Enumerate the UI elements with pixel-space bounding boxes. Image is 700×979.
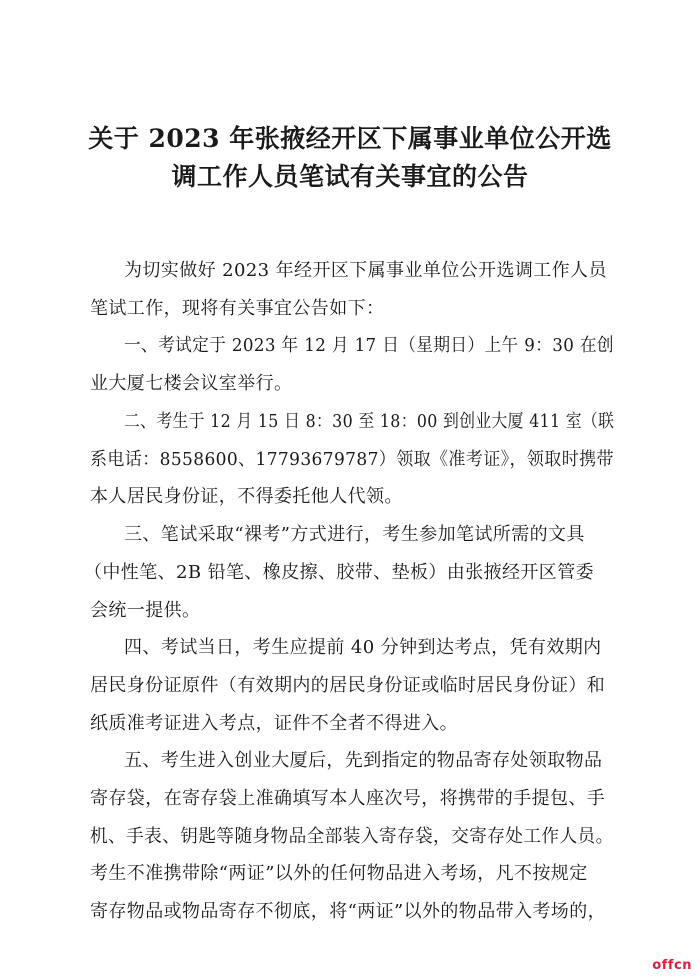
body-line: 寄存物品或物品寄存不彻底，将“两证”以外的物品带入考场的， bbox=[90, 901, 607, 922]
body-line: 为切实做好 2023 年经开区下属事业单位公开选调工作人员 bbox=[124, 260, 607, 281]
body-line: 机、手表、钥匙等随身物品全部装入寄存袋，交寄存处工作人员。 bbox=[90, 826, 614, 847]
body-line: 二、考生于 12 月 15 日 8：30 至 18：00 到创业大厦 411 室（联 bbox=[124, 411, 615, 432]
body-line: 居民身份证原件（有效期内的居民身份证或临时居民身份证）和 bbox=[90, 675, 606, 696]
body-line: 业大厦七楼会议室举行。 bbox=[90, 373, 293, 394]
body-line: 四、考试当日，考生应提前 40 分钟到达考点，凭有效期内 bbox=[124, 637, 602, 658]
notice-title-line-2: 调工作人员笔试有关事宜的公告 bbox=[171, 162, 529, 191]
offcn-watermark: offcn bbox=[652, 958, 692, 973]
body-line: 本人居民身份证，不得委托他人代领。 bbox=[90, 486, 403, 507]
body-line: 笔试工作，现将有关事宜公告如下： bbox=[90, 298, 385, 319]
body-line: （中性笔、2B 铅笔、橡皮擦、胶带、垫板）由张掖经开区管委 bbox=[84, 562, 594, 583]
notice-title-line-1: 关于 2023 年张掖经开区下属事业单位公开选 bbox=[88, 124, 612, 153]
body-line: 一、考试定于 2023 年 12 月 17 日（星期日）上午 9：30 在创 bbox=[124, 335, 614, 356]
body-line: 会统一提供。 bbox=[90, 600, 201, 621]
body-line: 三、笔试采取“裸考”方式进行，考生参加笔试所需的文具 bbox=[124, 524, 585, 545]
body-line: 考生不准携带除“两证”以外的任何物品进入考场，凡不按规定 bbox=[90, 863, 588, 884]
body-line: 纸质准考证进入考点，证件不全者不得进入。 bbox=[90, 713, 458, 734]
body-line: 系电话：8558600、17793679787）领取《准考证》，领取时携带 bbox=[90, 449, 614, 470]
body-line: 五、考生进入创业大厦后，先到指定的物品寄存处领取物品 bbox=[124, 750, 603, 771]
body-line: 寄存袋，在寄存袋上准确填写本人座次号，将携带的手提包、手 bbox=[90, 788, 606, 809]
